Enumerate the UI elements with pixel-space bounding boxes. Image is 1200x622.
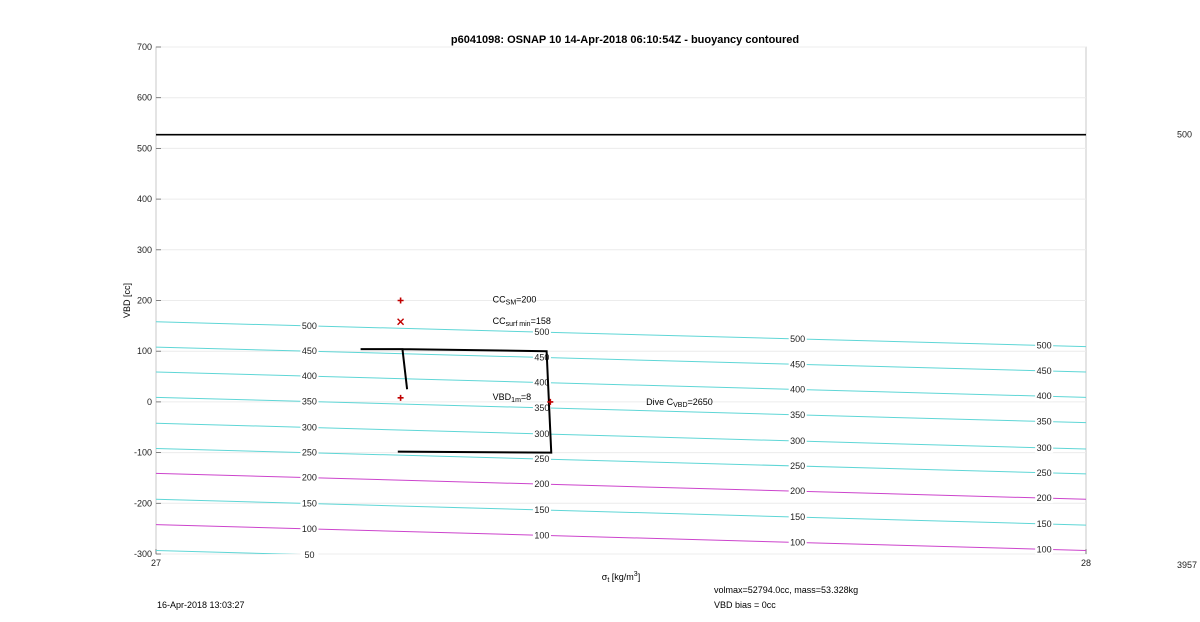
contour-label-50: 50 — [304, 549, 315, 560]
y-tick-label: 300 — [136, 244, 152, 255]
y-axis-label: VBD [cc] — [122, 282, 132, 319]
contour-label-500: 500 — [301, 320, 317, 331]
contour-label-500: 500 — [534, 327, 550, 338]
x-tick-label: 27 — [150, 558, 162, 568]
contour-group — [156, 322, 1086, 577]
contour-line-300 — [156, 423, 1086, 449]
contour-label-250: 250 — [1036, 467, 1052, 478]
y-tick-label: 500 — [136, 143, 152, 154]
contour-label-500: 500 — [790, 333, 806, 344]
contour-line-350 — [156, 397, 1086, 422]
x-label-unit: [kg/m — [609, 572, 634, 582]
x-tick-label: 28 — [1080, 558, 1092, 568]
x-label-sub: t — [607, 577, 610, 584]
annotation-sub: SM — [505, 299, 517, 307]
contour-label-250: 250 — [301, 447, 317, 458]
x-label-close: ] — [637, 572, 641, 582]
contour-label-450: 450 — [1036, 365, 1052, 376]
contour-label-400: 400 — [534, 377, 550, 388]
annotation-sub: surf min — [505, 320, 531, 328]
x-axis-label — [602, 571, 640, 584]
contour-line-400 — [156, 372, 1086, 397]
vbd-bias-label: VBD bias = 0cc — [714, 600, 776, 610]
contour-label-150: 150 — [1036, 518, 1052, 529]
contour-label-500: 500 — [1036, 340, 1052, 351]
contour-label-100: 100 — [301, 523, 317, 534]
contour-label-400: 400 — [301, 371, 317, 382]
contour-label-100: 100 — [790, 537, 806, 548]
annotation-tail: =200 — [516, 294, 537, 305]
y-tick-label: 700 — [136, 42, 152, 52]
marker-plus — [398, 298, 404, 304]
contour-line-200 — [156, 473, 1086, 499]
contour-label-400: 400 — [1036, 391, 1052, 402]
y-tick-label: -100 — [133, 447, 152, 458]
contour-label-350: 350 — [301, 396, 317, 407]
annotation-ccsurf — [493, 316, 551, 328]
x-label-sup: 3 — [633, 571, 638, 578]
reference-line-label: 500 — [1176, 129, 1192, 140]
right-bottom-label: 3957 — [1176, 560, 1197, 570]
annotation-sub: 1m — [511, 396, 521, 404]
contour-label-150: 150 — [534, 504, 550, 515]
y-tick-label: 100 — [136, 346, 152, 357]
y-tick-label: 600 — [136, 92, 152, 103]
contour-line-100 — [156, 525, 1086, 551]
y-tick-label: 200 — [136, 295, 152, 306]
marker-cross — [398, 319, 404, 325]
contour-label-150: 150 — [301, 498, 317, 509]
y-tick-label: 400 — [136, 194, 152, 205]
contour-label-200: 200 — [1036, 493, 1052, 504]
timestamp-label: 16-Apr-2018 13:03:27 — [157, 600, 245, 610]
contour-label-350: 350 — [790, 409, 806, 420]
y-tick-label: -300 — [133, 549, 152, 559]
contour-label-450: 450 — [301, 346, 317, 357]
contour-label-300: 300 — [534, 428, 550, 439]
annotation-sub: VBD — [673, 401, 688, 409]
contour-label-200: 200 — [534, 479, 550, 490]
annotation-divecvbd — [646, 397, 713, 409]
contour-label-300: 300 — [790, 436, 806, 447]
contour-label-200: 200 — [790, 486, 806, 497]
contour-label-250: 250 — [790, 461, 806, 472]
x-label-main: σ — [601, 572, 608, 582]
contour-label-200: 200 — [301, 472, 317, 483]
annotation-main: CC — [492, 315, 506, 326]
contour-label-150: 150 — [790, 512, 806, 523]
marker-plus — [398, 395, 404, 401]
contour-label-350: 350 — [534, 402, 550, 413]
contour-line-500 — [156, 322, 1086, 347]
contour-label-400: 400 — [790, 384, 806, 395]
annotation-tail: =8 — [520, 391, 532, 402]
annotation-tail: =2650 — [687, 396, 713, 407]
contour-label-300: 300 — [1036, 442, 1052, 453]
annotation-main: VBD — [492, 391, 512, 402]
contour-label-250: 250 — [534, 454, 550, 465]
volmax-label: volmax=52794.0cc, mass=53.328kg — [714, 585, 859, 595]
contour-label-350: 350 — [1036, 416, 1052, 427]
chart-title: p6041098: OSNAP 10 14-Apr-2018 06:10:54Z - buoyancy contoured — [450, 34, 800, 46]
contour-label-450: 450 — [534, 352, 550, 363]
contour-label-300: 300 — [301, 422, 317, 433]
y-tick-label: -200 — [133, 498, 152, 509]
annotation-ccsm — [493, 294, 537, 306]
annotation-tail: =158 — [530, 315, 551, 326]
annotation-main: Dive C — [646, 396, 674, 407]
contour-label-450: 450 — [790, 359, 806, 370]
contour-label-100: 100 — [1036, 544, 1052, 555]
annotation-main: CC — [492, 294, 506, 305]
y-tick-label: 0 — [146, 396, 152, 407]
contour-label-100: 100 — [534, 530, 550, 541]
